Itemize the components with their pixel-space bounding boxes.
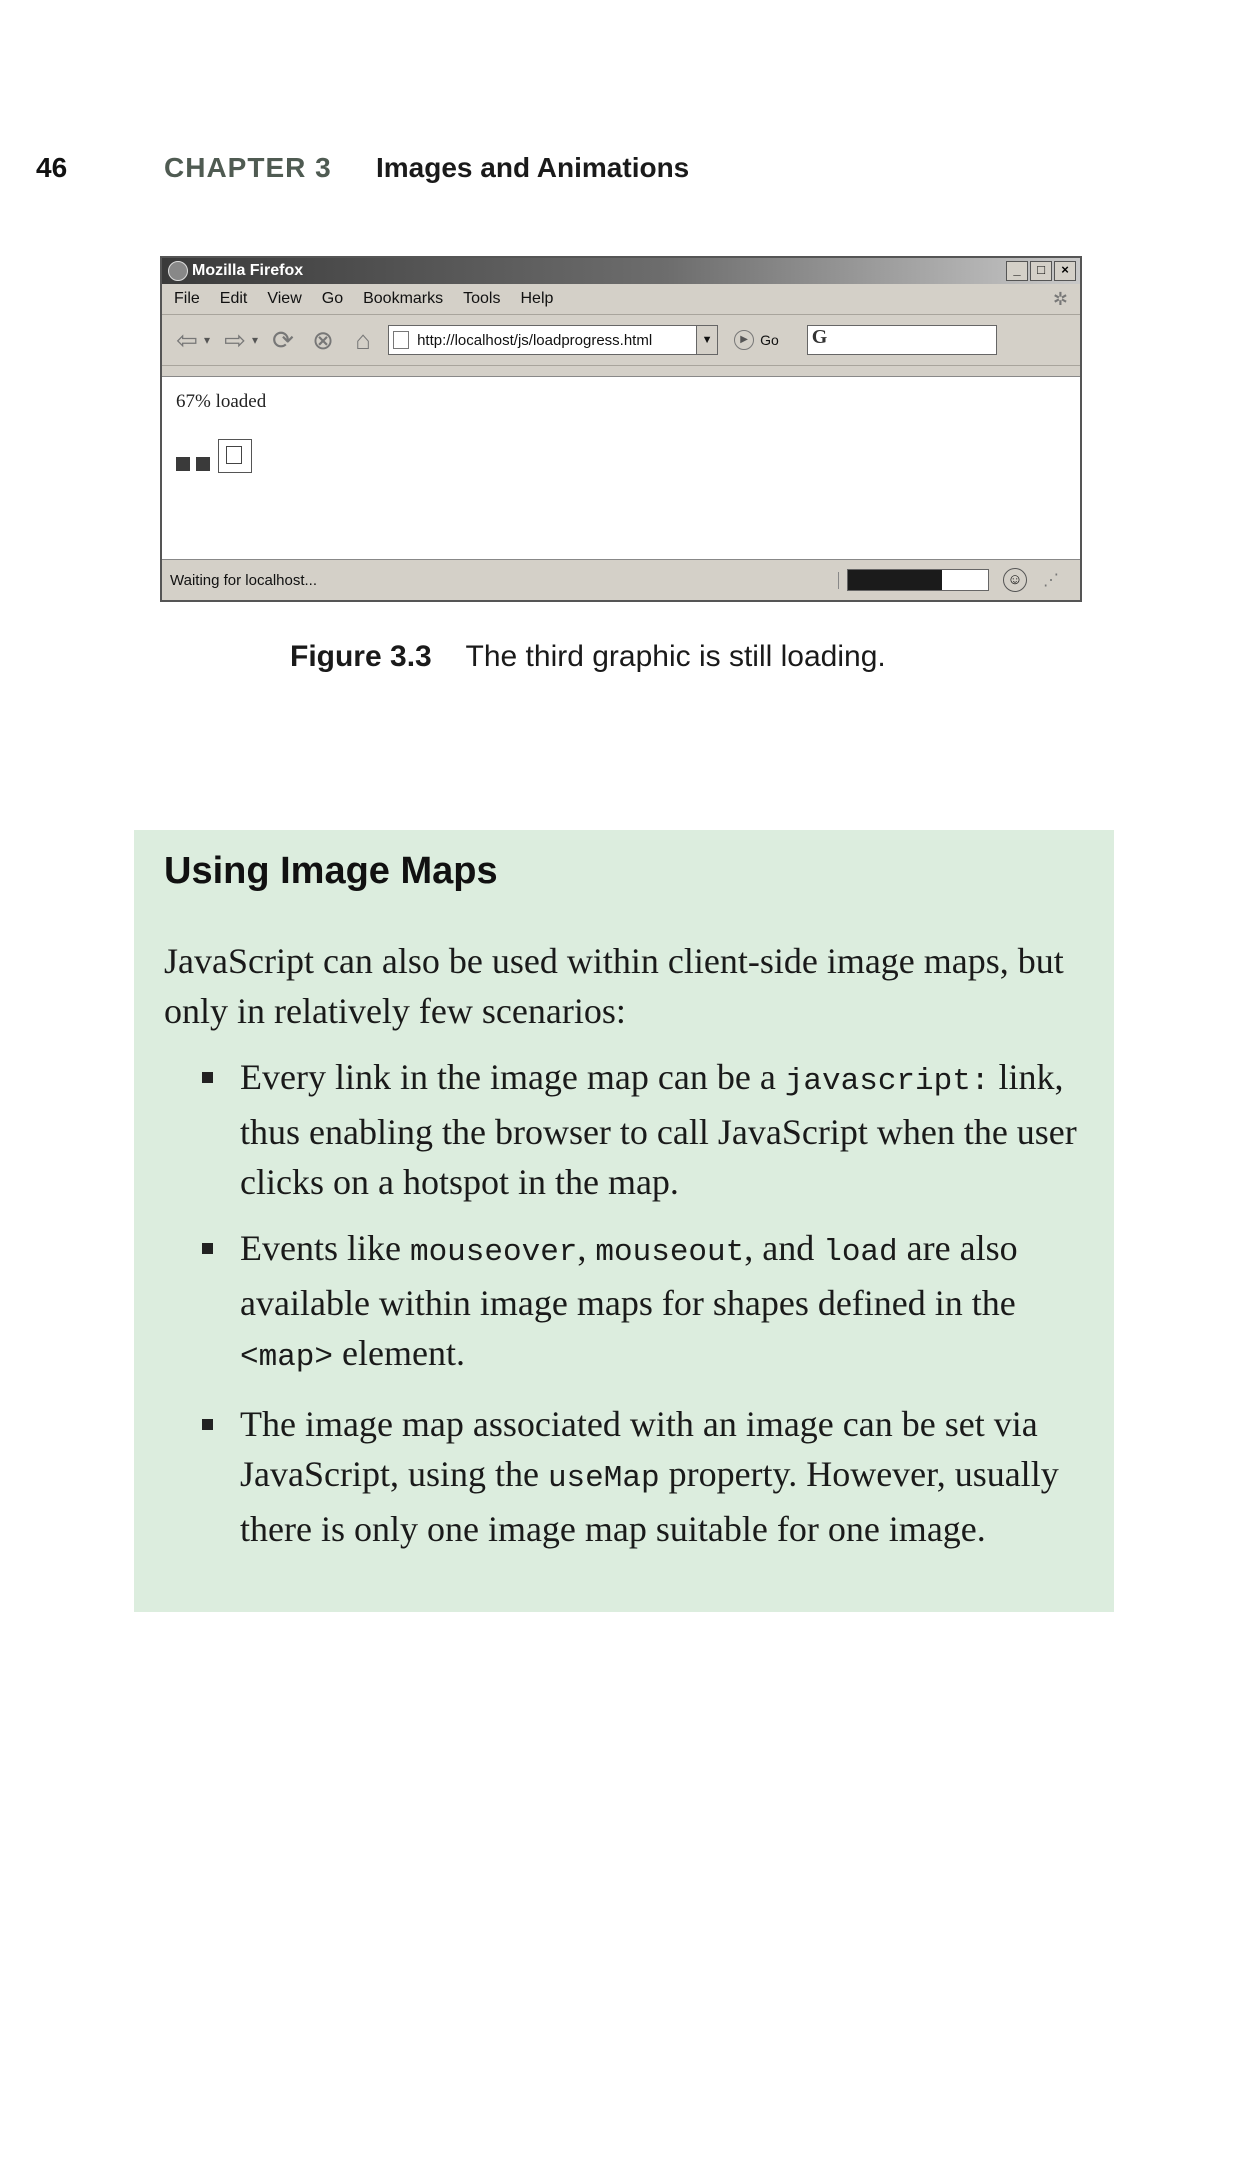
- running-head: [36, 152, 690, 184]
- loaded-image-1: [176, 457, 190, 471]
- menu-tools[interactable]: Tools: [463, 290, 501, 307]
- url-bar[interactable]: [388, 325, 718, 355]
- search-engine-icon: G: [811, 326, 828, 348]
- throbber-icon: ✲: [1052, 288, 1068, 309]
- inline-code: javascript:: [784, 1064, 990, 1099]
- inline-code: mouseout: [595, 1235, 745, 1270]
- url-dropdown-icon[interactable]: ▼: [696, 326, 717, 354]
- go-icon: ▶: [734, 330, 754, 350]
- minimize-button[interactable]: _: [1006, 261, 1028, 281]
- bullet-text: property. However, usually there is only one image map suitable for one image.: [240, 1454, 1059, 1549]
- progress-fill: [848, 570, 942, 590]
- back-icon[interactable]: ⇦: [176, 324, 198, 355]
- chapter-label: CHAPTER 3: [164, 152, 332, 183]
- window-titlebar: [162, 258, 1080, 284]
- bullet-text: link, thus enabling the browser to call JavaScript when the user clicks on a hotspot in the map.: [240, 1057, 1077, 1202]
- browser-screenshot-figure: [160, 256, 1082, 602]
- menu-view[interactable]: View: [267, 290, 302, 307]
- bullet-item: [164, 1223, 1084, 1383]
- bullet-text: Every link in the image map can be a: [240, 1057, 785, 1097]
- sidebar-intro: JavaScript can also be used within client-side image maps, but only in relatively few scenarios:: [164, 941, 1064, 1031]
- forward-dropdown-icon[interactable]: ▾: [252, 333, 259, 347]
- bullet-marker-icon: [202, 1419, 213, 1430]
- bullet-text: Events like: [240, 1228, 410, 1268]
- menu-help[interactable]: Help: [520, 290, 554, 307]
- home-icon[interactable]: ⌂: [355, 324, 371, 355]
- reload-icon[interactable]: ⟳: [272, 324, 294, 355]
- page-content: [162, 376, 1080, 559]
- search-box[interactable]: [807, 325, 997, 355]
- progress-meter: [847, 569, 989, 591]
- menu-file[interactable]: File: [174, 290, 200, 307]
- navigation-toolbar: [162, 315, 1080, 366]
- load-progress-text: 67% loaded: [176, 391, 267, 412]
- page-number: 46: [36, 152, 68, 183]
- back-dropdown-icon[interactable]: ▾: [204, 333, 211, 347]
- status-bar: [162, 559, 1080, 600]
- figure-caption: [290, 640, 886, 674]
- stop-icon[interactable]: ⊗: [312, 324, 334, 355]
- status-text: Waiting for localhost...: [162, 572, 839, 589]
- sidebar-box: [134, 830, 1114, 1612]
- bullet-text: ,: [577, 1228, 596, 1268]
- window-title: Mozilla Firefox: [192, 262, 304, 279]
- resize-grip-icon[interactable]: ⋰: [1043, 572, 1059, 589]
- inline-code: <map>: [240, 1340, 334, 1375]
- page-icon: [393, 331, 409, 349]
- inline-code: mouseover: [409, 1235, 578, 1270]
- menu-go[interactable]: Go: [321, 290, 344, 307]
- loaded-image-2: [196, 457, 210, 471]
- go-button[interactable]: [734, 330, 779, 350]
- bullet-marker-icon: [202, 1243, 213, 1254]
- bullet-text: , and: [744, 1228, 824, 1268]
- sidebar-bullet-list: [164, 1052, 1084, 1570]
- inline-code: load: [823, 1235, 898, 1270]
- sidebar-heading: Using Image Maps: [164, 850, 498, 892]
- figure-label: Figure 3.3: [290, 640, 432, 673]
- bullet-item: [164, 1399, 1084, 1554]
- maximize-button[interactable]: □: [1030, 261, 1052, 281]
- bullet-text: are also available within image maps for shapes defined in the: [240, 1228, 1018, 1323]
- url-text: http://localhost/js/loadprogress.html: [417, 331, 653, 349]
- menu-bookmarks[interactable]: Bookmarks: [363, 290, 444, 307]
- figure-caption-text: The third graphic is still loading.: [465, 640, 886, 673]
- close-button[interactable]: ×: [1054, 261, 1076, 281]
- inline-code: useMap: [547, 1461, 660, 1496]
- firefox-logo-icon: [168, 261, 188, 281]
- bullet-item: [164, 1052, 1084, 1207]
- loading-image-placeholder-icon: [218, 439, 252, 473]
- chapter-title: Images and Animations: [376, 152, 690, 183]
- menu-bar: [162, 284, 1080, 315]
- menu-edit[interactable]: Edit: [219, 290, 248, 307]
- smiley-icon: ☺: [1003, 568, 1027, 592]
- bullet-text: element.: [333, 1333, 465, 1373]
- forward-icon[interactable]: ⇨: [224, 324, 246, 355]
- go-label: Go: [760, 332, 779, 348]
- bullet-marker-icon: [202, 1072, 213, 1083]
- bullet-text: The image map associated with an image can be set via JavaScript, using the: [240, 1404, 1038, 1494]
